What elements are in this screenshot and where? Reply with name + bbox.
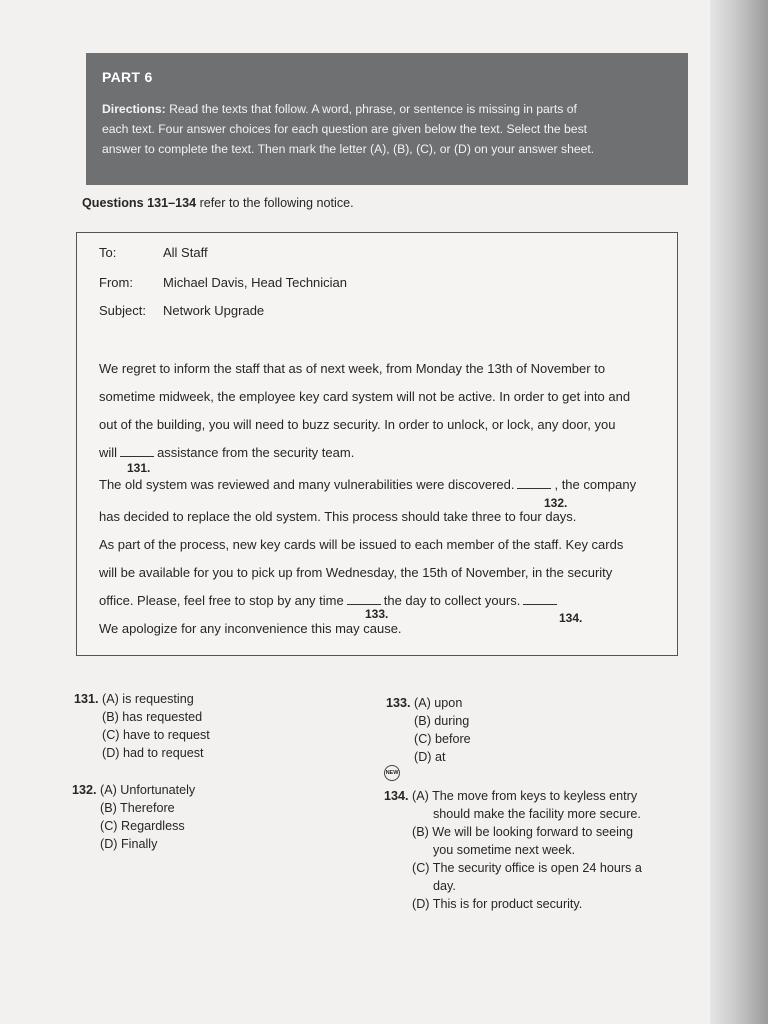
subject-row: [99, 303, 264, 318]
from-value: Michael Davis, Head Technician: [163, 275, 348, 290]
new-badge-icon: NEW: [384, 765, 400, 781]
choice-131-a[interactable]: (A) is requesting: [102, 692, 194, 706]
notice-line-6: has decided to replace the old system. This process should take three to four days.: [99, 509, 577, 524]
part-banner: [86, 53, 688, 185]
page-edge-shadow: [710, 0, 768, 1024]
notice-line-5: [99, 477, 636, 492]
choice-134-a-line-2[interactable]: should make the facility more secure.: [433, 807, 641, 821]
notice-line-4-end: assistance from the security team.: [157, 445, 355, 460]
directions-line-2: each text. Four answer choices for each question are given below the text. Select the best: [102, 122, 588, 136]
notice-line-9-start: office. Please, feel free to stop by any time: [99, 593, 344, 608]
question-131: [74, 690, 210, 762]
notice-line-8: will be available for you to pick up from Wednesday, the 15th of November, in the security: [99, 565, 613, 580]
from-label: From:: [99, 275, 133, 290]
choice-132-d[interactable]: (D) Finally: [100, 837, 158, 851]
question-132-number: 132.: [72, 783, 97, 797]
directions-label: Directions:: [102, 102, 166, 116]
to-row: [99, 245, 208, 260]
to-value: All Staff: [163, 245, 208, 260]
notice-line-1: We regret to inform the staff that as of next week, from Monday the 13th of November to: [99, 361, 606, 376]
choice-134-b-line-2[interactable]: you sometime next week.: [433, 843, 576, 857]
blank-131: [120, 446, 154, 457]
choice-133-a[interactable]: (A) upon: [414, 696, 463, 710]
choice-134-c-line-1[interactable]: (C) The security office is open 24 hours a: [412, 861, 642, 875]
questions-intro: [82, 196, 354, 210]
choice-133-b[interactable]: (B) during: [414, 714, 470, 728]
subject-value: Network Upgrade: [163, 303, 265, 318]
directions-line-3: answer to complete the text. Then mark the letter (A), (B), (C), or (D) on your answer sheet.: [102, 142, 595, 156]
question-134-number: 134.: [384, 789, 409, 803]
to-label: To:: [99, 245, 117, 260]
blank-133: [347, 594, 381, 605]
notice-line-9: [99, 593, 560, 608]
choice-132-a[interactable]: (A) Unfortunately: [100, 783, 196, 797]
choice-134-c-line-2[interactable]: day.: [433, 879, 456, 893]
question-marker-133: 133.: [365, 607, 389, 621]
question-133-number: 133.: [386, 696, 411, 710]
blank-132: [517, 478, 551, 489]
notice-line-10: We apologize for any inconvenience this may cause.: [99, 621, 402, 636]
choice-134-b-line-1[interactable]: (B) We will be looking forward to seeing: [412, 825, 633, 839]
notice-line-2: sometime midweek, the employee key card system will not be active. In order to get into and: [99, 389, 631, 404]
notice-line-4: [99, 445, 354, 460]
notice-line-5-start: The old system was reviewed and many vulnerabilities were discovered.: [99, 477, 515, 492]
choice-131-c[interactable]: (C) have to request: [102, 728, 210, 742]
question-133: [386, 694, 471, 766]
question-134: [384, 787, 642, 913]
question-marker-131: 131.: [127, 461, 151, 475]
notice-line-9-end: the day to collect yours.: [383, 593, 521, 608]
question-132: [72, 781, 195, 853]
choice-134-a-line-1[interactable]: (A) The move from keys to keyless entry: [412, 789, 638, 803]
questions-range: Questions 131–134: [82, 196, 197, 210]
question-marker-132: 132.: [544, 496, 568, 510]
blank-134: [523, 594, 557, 605]
part-title: PART 6: [102, 69, 153, 85]
question-marker-134: 134.: [559, 611, 583, 625]
choice-134-d[interactable]: (D) This is for product security.: [412, 897, 583, 911]
notice-line-3: out of the building, you will need to buzz security. In order to unlock, or lock, any door, you: [99, 417, 616, 432]
choice-133-c[interactable]: (C) before: [414, 732, 471, 746]
notice-line-4-start: will: [99, 445, 118, 460]
choice-133-d[interactable]: (D) at: [414, 750, 446, 764]
question-131-number: 131.: [74, 692, 99, 706]
notice-line-7: As part of the process, new key cards will be issued to each member of the staff. Key cards: [99, 537, 624, 552]
questions-intro-text: refer to the following notice.: [196, 196, 354, 210]
choice-132-b[interactable]: (B) Therefore: [100, 801, 175, 815]
directions-line-1: Read the texts that follow. A word, phrase, or sentence is missing in parts of: [169, 102, 577, 116]
notice-box: [76, 232, 678, 656]
from-row: [99, 275, 347, 290]
directions: [102, 99, 672, 159]
choice-131-b[interactable]: (B) has requested: [102, 710, 203, 724]
choice-132-c[interactable]: (C) Regardless: [100, 819, 185, 833]
notice-line-5-end: , the company: [554, 477, 637, 492]
choice-131-d[interactable]: (D) had to request: [102, 746, 204, 760]
subject-label: Subject:: [99, 303, 146, 318]
